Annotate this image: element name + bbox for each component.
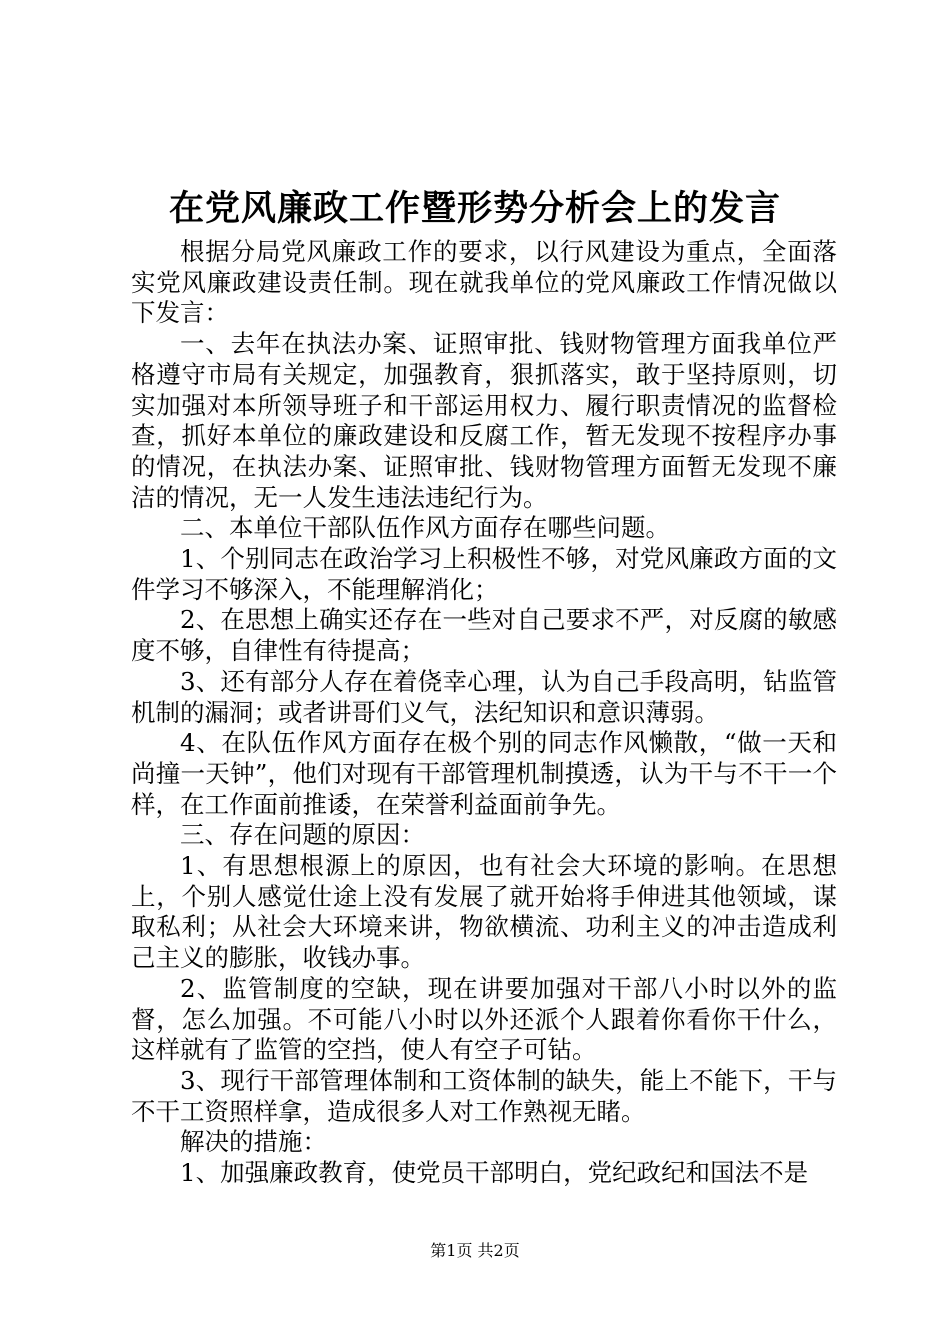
paragraph-cause-3: 3、现行干部管理体制和工资体制的缺失，能上不能下，干与不干工资照样拿，造成很多人对工作熟视无睹。 [131, 1065, 837, 1126]
paragraph-measures-heading: 解决的措施： [180, 1127, 327, 1157]
paragraph-section-1: 一、去年在执法办案、证照审批、钱财物管理方面我单位严格遵守市局有关规定，加强教育，狠抓落实，敢于坚持原则，切实加强对本所领导班子和干部运用权力、履行职责情况的监督检查，抓好本单位的廉政建设和反腐工作，暂无发现不按程序办事的情况，在执法办案、证照审批、钱财物管理方面暂无发现不廉洁的情况，无一人发生违法违纪行为。 [131, 329, 837, 512]
page-number-footer: 第1页 共2页 [430, 1241, 520, 1260]
paragraph-intro: 根据分局党风廉政工作的要求，以行风建设为重点，全面落实党风廉政建设责任制。现在就我单位的党风廉政工作情况做以下发言： [131, 237, 837, 328]
paragraph-problem-3: 3、还有部分人存在着侥幸心理，认为自己手段高明，钻监管机制的漏洞；或者讲哥们义气，法纪知识和意识薄弱。 [131, 666, 837, 727]
paragraph-cause-2: 2、监管制度的空缺，现在讲要加强对干部八小时以外的监督，怎么加强。不可能八小时以外还派个人跟着你看你干什么，这样就有了监管的空挡，使人有空子可钻。 [131, 973, 837, 1065]
paragraph-problem-4: 4、在队伍作风方面存在极个别的同志作风懒散，“做一天和尚撞一天钟”，他们对现有干部管理机制摸透，认为干与不干一个样，在工作面前推诿，在荣誉利益面前争先。 [131, 728, 837, 819]
document-title: 在党风廉政工作暨形势分析会上的发言 [168, 188, 781, 229]
paragraph-problem-2: 2、在思想上确实还存在一些对自己要求不严，对反腐的敏感度不够，自律性有待提高； [131, 605, 837, 666]
paragraph-problem-1: 1、个别同志在政治学习上积极性不够，对党风廉政方面的文件学习不够深入，不能理解消化； [131, 544, 837, 604]
paragraph-cause-1: 1、有思想根源上的原因，也有社会大环境的影响。在思想上，个别人感觉仕途上没有发展了就开始将手伸进其他领域，谋取私利；从社会大环境来讲，物欲横流、功利主义的冲击造成利己主义的膨胀，收钱办事。 [131, 851, 837, 973]
paragraph-section-3-heading: 三、存在问题的原因： [180, 820, 425, 850]
paragraph-section-2-heading: 二、本单位干部队伍作风方面存在哪些问题。 [180, 513, 670, 543]
document-body [131, 237, 837, 1189]
paragraph-measure-1: 1、加强廉政教育，使党员干部明白，党纪政纪和国法不是 [180, 1158, 809, 1188]
